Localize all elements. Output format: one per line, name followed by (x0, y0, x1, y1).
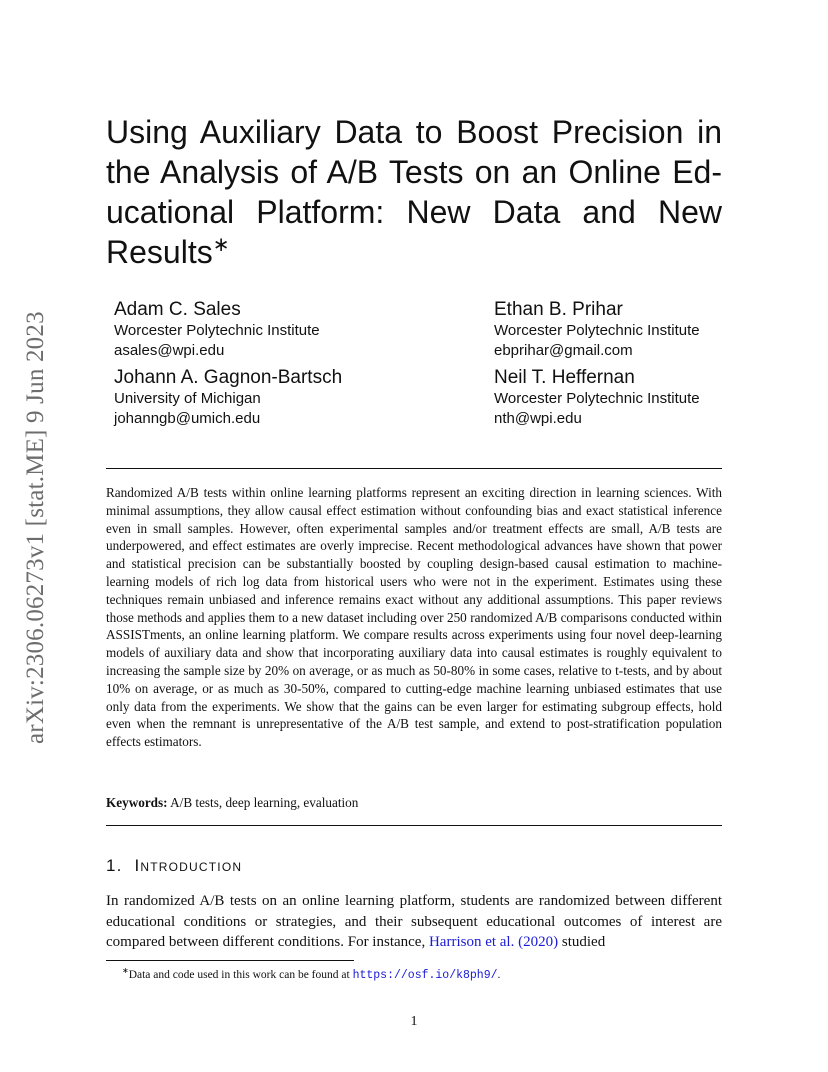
author-block (114, 366, 342, 429)
footnote-mark: ∗ (122, 966, 129, 975)
keywords (106, 794, 722, 812)
author-name: Johann A. Gagnon-Bartsch (114, 367, 343, 388)
title-line-1: Using Auxiliary Data to Boost Precision in (106, 114, 722, 150)
footnote (122, 963, 500, 983)
footnote-end: . (497, 968, 501, 981)
intro-text-end: studied (558, 934, 606, 950)
author-affiliation: Worcester Polytechnic Institute (494, 322, 700, 339)
author-affiliation: Worcester Polytechnic Institute (494, 390, 700, 407)
author-block (494, 366, 700, 429)
author-affiliation: University of Michigan (114, 390, 261, 407)
author-name: Ethan B. Prihar (494, 299, 623, 320)
data-url-link[interactable]: https://osf.io/k8ph9/ (352, 968, 498, 982)
title-line-3: ucational Platform: New Data and New (106, 194, 722, 230)
author-email: asales@wpi.edu (114, 342, 225, 359)
section-title: Introduction (134, 856, 243, 875)
abstract: Randomized A/B tests within online learning platforms represent an exciting direction in learning sciences. With minimal assumptions, they allow causal effect estimation without confounding bias and exact statistical inference even in small samples. However, often experimental samples and/or treatment effects are small, A/B tests are underpowered, and effect estimates are overly imprecise. Recent methodological advances have shown that power and statistical precision can be substantially boosted by coupling design-based causal estimation to machine-learning models of rich log data from historical users who were not in the experiment. Estimates using these techniques remain unbiased and inference remains exact without any additional assumptions. This paper reviews those methods and applies them to a new dataset including over 250 randomized A/B comparisons conducted within ASSISTments, an online learning platform. We compare results across experiments using four novel deep-learning models of auxiliary data and show that incorporating auxiliary data into causal estimates is roughly equivalent to increasing the sample size by 20% on average, or as much as 50-80% in some cases, relative to t-tests, and by about 10% on average, or as much as 30-50%, compared to cutting-edge machine learning unbiased estimates that use only data from the experiments. We show that the gains can be even larger for estimating subgroup effects, hold even when the remnant is unrepresentative of the A/B test sample, and extend to post-stratification population effects estimators. (106, 485, 722, 750)
author-email: nth@wpi.edu (494, 410, 582, 427)
author-block (494, 298, 700, 361)
section-number: 1. (106, 856, 123, 875)
arxiv-identifier: arXiv:2306.06273v1 [stat.ME] 9 Jun 2023 (22, 311, 49, 744)
intro-paragraph (106, 891, 722, 953)
keywords-text: A/B tests, deep learning, evaluation (170, 795, 359, 810)
abstract-top-rule (106, 468, 722, 469)
title-line-2: the Analysis of A/B Tests on an Online Ed- (106, 154, 722, 190)
keywords-label: Keywords: (106, 795, 168, 810)
abstract-bottom-rule (106, 825, 722, 826)
author-email: johanngb@umich.edu (114, 410, 261, 427)
section-heading (106, 856, 242, 876)
page-number: 1 (410, 1014, 418, 1029)
author-name: Adam C. Sales (114, 299, 241, 320)
intro-text: In randomized A/B tests on an online learning platform, students are randomized between different educational conditions or strategies, and their subsequent educational outcomes of interest are compared between different conditions. For instance, (106, 893, 722, 950)
footnote-rule (106, 960, 354, 961)
author-name: Neil T. Heffernan (494, 367, 635, 388)
title-line-4-text: Results (106, 234, 213, 270)
author-block (114, 298, 320, 361)
author-affiliation: Worcester Polytechnic Institute (114, 322, 320, 339)
title-line-4 (106, 232, 722, 272)
title-footnote-mark: ∗ (212, 234, 230, 256)
footnote-text: Data and code used in this work can be found at (128, 968, 353, 981)
citation-link[interactable]: Harrison et al. (2020) (428, 934, 559, 950)
paper-title (106, 112, 722, 272)
author-email: ebprihar@gmail.com (494, 342, 633, 359)
